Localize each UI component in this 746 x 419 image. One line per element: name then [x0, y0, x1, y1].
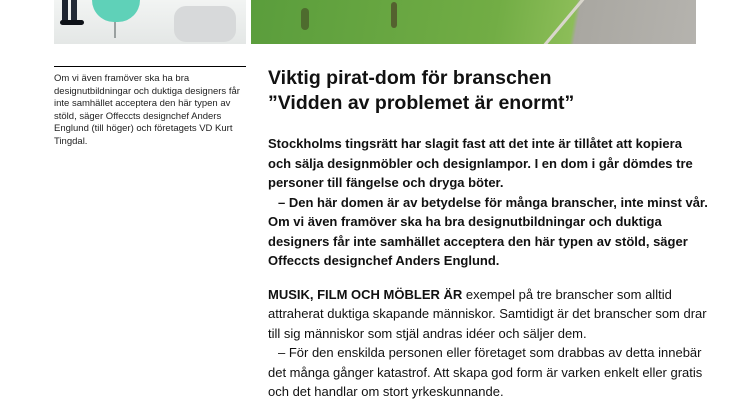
chair-leg	[114, 22, 116, 38]
body-paragraph	[268, 285, 708, 344]
article-body	[268, 134, 708, 402]
green-chair	[92, 0, 140, 22]
headline-line-1: Viktig pirat-dom för branschen	[268, 67, 552, 89]
shrub	[301, 8, 309, 30]
paragraph-gap	[268, 271, 708, 285]
lead-quote-paragraph: – Den här domen är av betydelse för många branscher, inte minst vår. Om vi även framöver ska ha bra designutbildningar och duktiga designers får inte samhället acceptera den här typen av stöld, säger Offeccts designchef Anders Englund.	[268, 194, 708, 268]
road-kerb	[544, 0, 585, 44]
designer-portrait-photo	[54, 0, 246, 44]
lead-paragraph: Stockholms tingsrätt har slagit fast att det inte är tillåtet att kopiera och sälja designmöbler och designlampor. I en dom i går dömdes tre personer till fängelse och dryga böter.	[268, 136, 693, 190]
white-stool	[174, 6, 236, 42]
person-shoe	[60, 20, 84, 25]
person-leg	[71, 0, 77, 20]
headline-line-2: ”Vidden av problemet är enormt”	[268, 92, 575, 114]
article-headline	[268, 66, 708, 116]
caps-lead-in: MUSIK, FILM OCH MÖBLER ÄR	[268, 286, 463, 302]
photo-caption: Om vi även framöver ska ha bra designutbildningar och duktiga designers får inte samhället acceptera den här typen av stöld, säger Offeccts designchef Anders Englund (till höger) och företagets VD Kurt Tingdal.	[54, 73, 240, 147]
shrub	[391, 2, 397, 28]
body-quote-paragraph: – För den enskilda personen eller företaget som drabbas av detta innebär det många gånger katastrof. Att skapa god form är varken enkelt eller gratis och det handlar om stort yrkeskunnande.	[268, 345, 703, 399]
person-leg	[62, 0, 68, 22]
grass-roadside-photo	[251, 0, 696, 44]
body-paragraph-text: exempel på tre branscher som alltid attraherat duktiga skapande människor. Samtidigt är det branscher som drar till sig människor som stjäl andras idéer och säljer dem.	[268, 286, 707, 341]
caption-divider	[54, 66, 246, 67]
